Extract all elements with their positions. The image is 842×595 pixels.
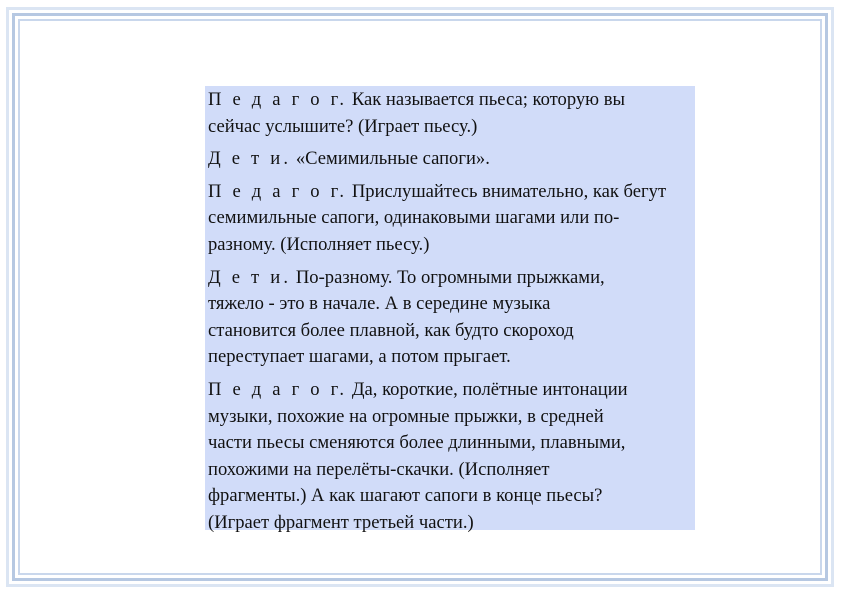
dialogue-paragraph-5 [208, 377, 691, 537]
dialogue-paragraph-3 [208, 179, 691, 259]
text-line [208, 87, 691, 114]
dialogue-paragraph-1 [208, 87, 691, 140]
speaker-label: П е д а г о г. [208, 378, 348, 400]
text-line: разному. (Исполняет пьесу.) [208, 233, 430, 255]
line-text: Да, короткие, полётные интонации [351, 378, 628, 400]
text-line [208, 146, 691, 173]
text-line: семимильные сапоги, одинаковыми шагами или по- [208, 207, 620, 229]
dialogue-paragraph-4 [208, 265, 691, 371]
text-line: фрагменты.) А как шагают сапоги в конце пьесы? [208, 485, 603, 507]
line-text: «Семимильные сапоги». [295, 148, 490, 170]
text-line [208, 377, 691, 404]
text-line: становится более плавной, как будто скороход [208, 319, 574, 341]
dialogue-text-box [205, 86, 695, 533]
line-text: Как называется пьеса; которую вы [351, 89, 625, 110]
line-text: Прислушайтесь внимательно, как бегут [351, 180, 667, 202]
speaker-label: П е д а г о г. [208, 89, 348, 110]
text-line: музыки, похожие на огромные прыжки, в средней [208, 405, 604, 427]
speaker-label: Д е т и. [208, 266, 292, 288]
text-line: переступает шагами, а потом прыгает. [208, 346, 511, 368]
text-line [208, 179, 691, 206]
speaker-label: Д е т и. [208, 148, 292, 170]
text-line: похожими на перелёты-скачки. (Исполняет [208, 458, 550, 480]
text-line [208, 265, 691, 292]
text-line: тяжело - это в начале. А в середине музыка [208, 293, 551, 315]
line-text: По-разному. То огромными прыжками, [295, 266, 605, 288]
speaker-label: П е д а г о г. [208, 180, 348, 202]
text-line: сейчас услышите? (Играет пьесу.) [208, 115, 478, 137]
dialogue-paragraph-2 [208, 146, 691, 173]
text-line: (Играет фрагмент третьей части.) [208, 511, 474, 533]
text-line: части пьесы сменяются более длинными, плавными, [208, 432, 626, 454]
